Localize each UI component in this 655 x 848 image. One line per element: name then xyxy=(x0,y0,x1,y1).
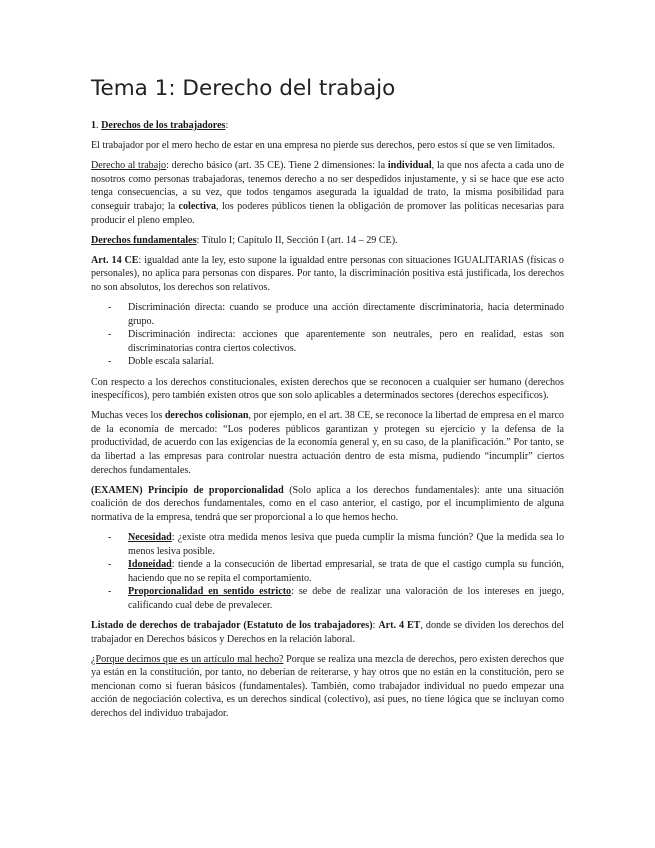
list-item-text: : tiende a la consecución de libertad empresarial, se trata de que el castigo cumpla su función, haciendo que no se repita el comportamiento. xyxy=(128,559,564,584)
list-item xyxy=(91,355,564,369)
paragraph-intro: El trabajador por el mero hecho de estar en una empresa no pierde sus derechos, pero estos sí que se ven limitados. xyxy=(91,140,555,152)
dash-bullet: - xyxy=(108,329,112,341)
list-item-text: Doble escala salarial. xyxy=(128,356,215,368)
text-span: , la que nos afecta a cada uno de nosotros como personas trabajadoras, tenemos derecho a no ser despedidos injustamente, y si se hace que ese acto tenga consecuencias, a su vez, que todos tengamos asegurada la igualdad de trato, la misma posibilidad para conseguir trabajo; la xyxy=(91,160,565,212)
list-item xyxy=(91,558,564,585)
section-number: 1 xyxy=(91,120,97,131)
paragraph-estatuto xyxy=(91,619,564,646)
paragraph-constitucionales: Con respecto a los derechos constitucionales, existen derechos que se reconocen a cualquier ser humano (derechos inespecíficos), pero también existen otros que son solo aplicables a determinados sectores (derechos específicos). xyxy=(91,376,564,402)
paragraph-art14 xyxy=(91,254,564,295)
text-span: : igualdad ante la ley, esto supone la igualdad entre personas con situaciones IGUALITARIAS (físicas o personales), no aplica para personas con dispares. Por tanto, la discriminación positiva está justificada, los derechos no son absolutos, los derechos son relativos. xyxy=(91,254,564,293)
dash-bullet: - xyxy=(108,356,112,368)
document-page xyxy=(91,76,564,727)
question-label: ¿Porque decimos que es un artículo mal hecho? xyxy=(91,653,284,665)
list-item-label: Necesidad xyxy=(128,531,172,543)
text-span: Muchas veces los xyxy=(91,410,165,422)
text-span: , por ejemplo, en el art. 38 CE, se reconoce la libertad de empresa en el marco de la economía de mercado: “Los poderes públicos garantizan y protegen su ejercicio y la defensa de la productividad, de acuerdo con las exigencias de la economía general y, en su caso, de la planificación.” Por tanto, se da libertad a las empresas para controlar nuestra actuación dentro de esta misma, pudiendo “incumplir” ciertos derechos fundamentales. xyxy=(91,410,564,476)
proporcionalidad-label: (EXAMEN) Principio de proporcionalidad xyxy=(91,484,284,496)
proporcionalidad-list xyxy=(91,531,564,613)
list-item-label: Idoneidad xyxy=(128,559,172,571)
text-span: , los poderes públicos tienen la obligación de promover las políticas necesarias para producir el pleno empleo. xyxy=(91,200,564,226)
list-item-text: : se debe de realizar una valoración de los intereses en juego, calificando cual debe de prevalecer. xyxy=(128,586,564,611)
list-item-text: : ¿existe otra medida menos lesiva que pueda cumplir la misma función? Que la medida sea lo menos lesiva posible. xyxy=(128,531,564,557)
list-item xyxy=(91,531,564,558)
text-span: : Título I; Capítulo II, Sección I (art. 14 – 29 CE). xyxy=(196,234,398,246)
paragraph-derecho-trabajo xyxy=(91,159,564,227)
page-title: Tema 1: Derecho del trabajo xyxy=(91,76,396,101)
section-1-heading xyxy=(91,119,564,133)
text-span: , donde se dividen los derechos del trabajador en Derechos básicos y Derechos en la relación laboral. xyxy=(91,620,564,645)
list-item xyxy=(91,585,564,612)
paragraph-derechos-fundamentales xyxy=(91,234,564,248)
art4-label: Art. 4 ET xyxy=(378,620,421,631)
list-item-text: Discriminación indirecta: acciones que aparentemente son neutrales, pero en realidad, estas son discriminatorias contra ciertos colectivos. xyxy=(128,329,564,354)
discrimination-list xyxy=(91,301,564,369)
derechos-fundamentales-label: Derechos fundamentales xyxy=(91,234,197,246)
list-item xyxy=(91,301,564,328)
section-colon: : xyxy=(225,120,229,131)
section-dot: . xyxy=(96,120,102,131)
dash-bullet: - xyxy=(108,531,112,543)
dash-bullet: - xyxy=(108,559,112,571)
text-span: (Solo aplica a los derechos fundamentales): ante una situación coalición de dos derechos fundamentales, como en el caso anterior, el castigo, por el incumplimiento de alguna normativa de la empresa, tendrá que ser proporcional a lo que hemos hecho. xyxy=(91,484,564,523)
text-span: : derecho básico (art. 35 CE). Tiene 2 dimensiones: la xyxy=(166,160,388,172)
section-title: Derechos de los trabajadores xyxy=(101,120,226,131)
list-item-text: Discriminación directa: cuando se produce una acción directamente discriminatoria, hacia determinado grupo. xyxy=(128,302,564,327)
dash-bullet: - xyxy=(108,302,112,314)
list-item-label: Proporcionalidad en sentido estricto xyxy=(128,586,292,598)
derecho-trabajo-label: Derecho al trabajo xyxy=(91,160,167,172)
list-item xyxy=(91,328,564,355)
estatuto-label: Listado de derechos de trabajador (Estatuto de los trabajadores) xyxy=(91,620,373,631)
bold-colectiva: colectiva xyxy=(178,200,217,212)
paragraph-colisionan xyxy=(91,409,564,477)
text-span: Porque se realiza una mezcla de derechos, pero existen derechos que ya están en la constitución, por tanto, no deberían de reiterarse, y hay otros que no están en la constitución, pero se mencionan como si fueran básicos (fundamentales). También, como trabajador individual no puedo empezar una acción de negociación colectiva, es un derechos sindical (colectivo), así pues, no tiene lógica que se incluyan como derechos del individuo trabajador. xyxy=(91,653,565,720)
art14-label: Art. 14 CE xyxy=(91,254,139,266)
bold-individual: individual xyxy=(387,160,432,172)
text-span: : xyxy=(372,620,379,631)
paragraph-proporcionalidad xyxy=(91,484,564,525)
paragraph-mal-hecho xyxy=(91,653,564,721)
dash-bullet: - xyxy=(108,586,112,598)
bold-colisionan: derechos colisionan xyxy=(164,410,249,422)
